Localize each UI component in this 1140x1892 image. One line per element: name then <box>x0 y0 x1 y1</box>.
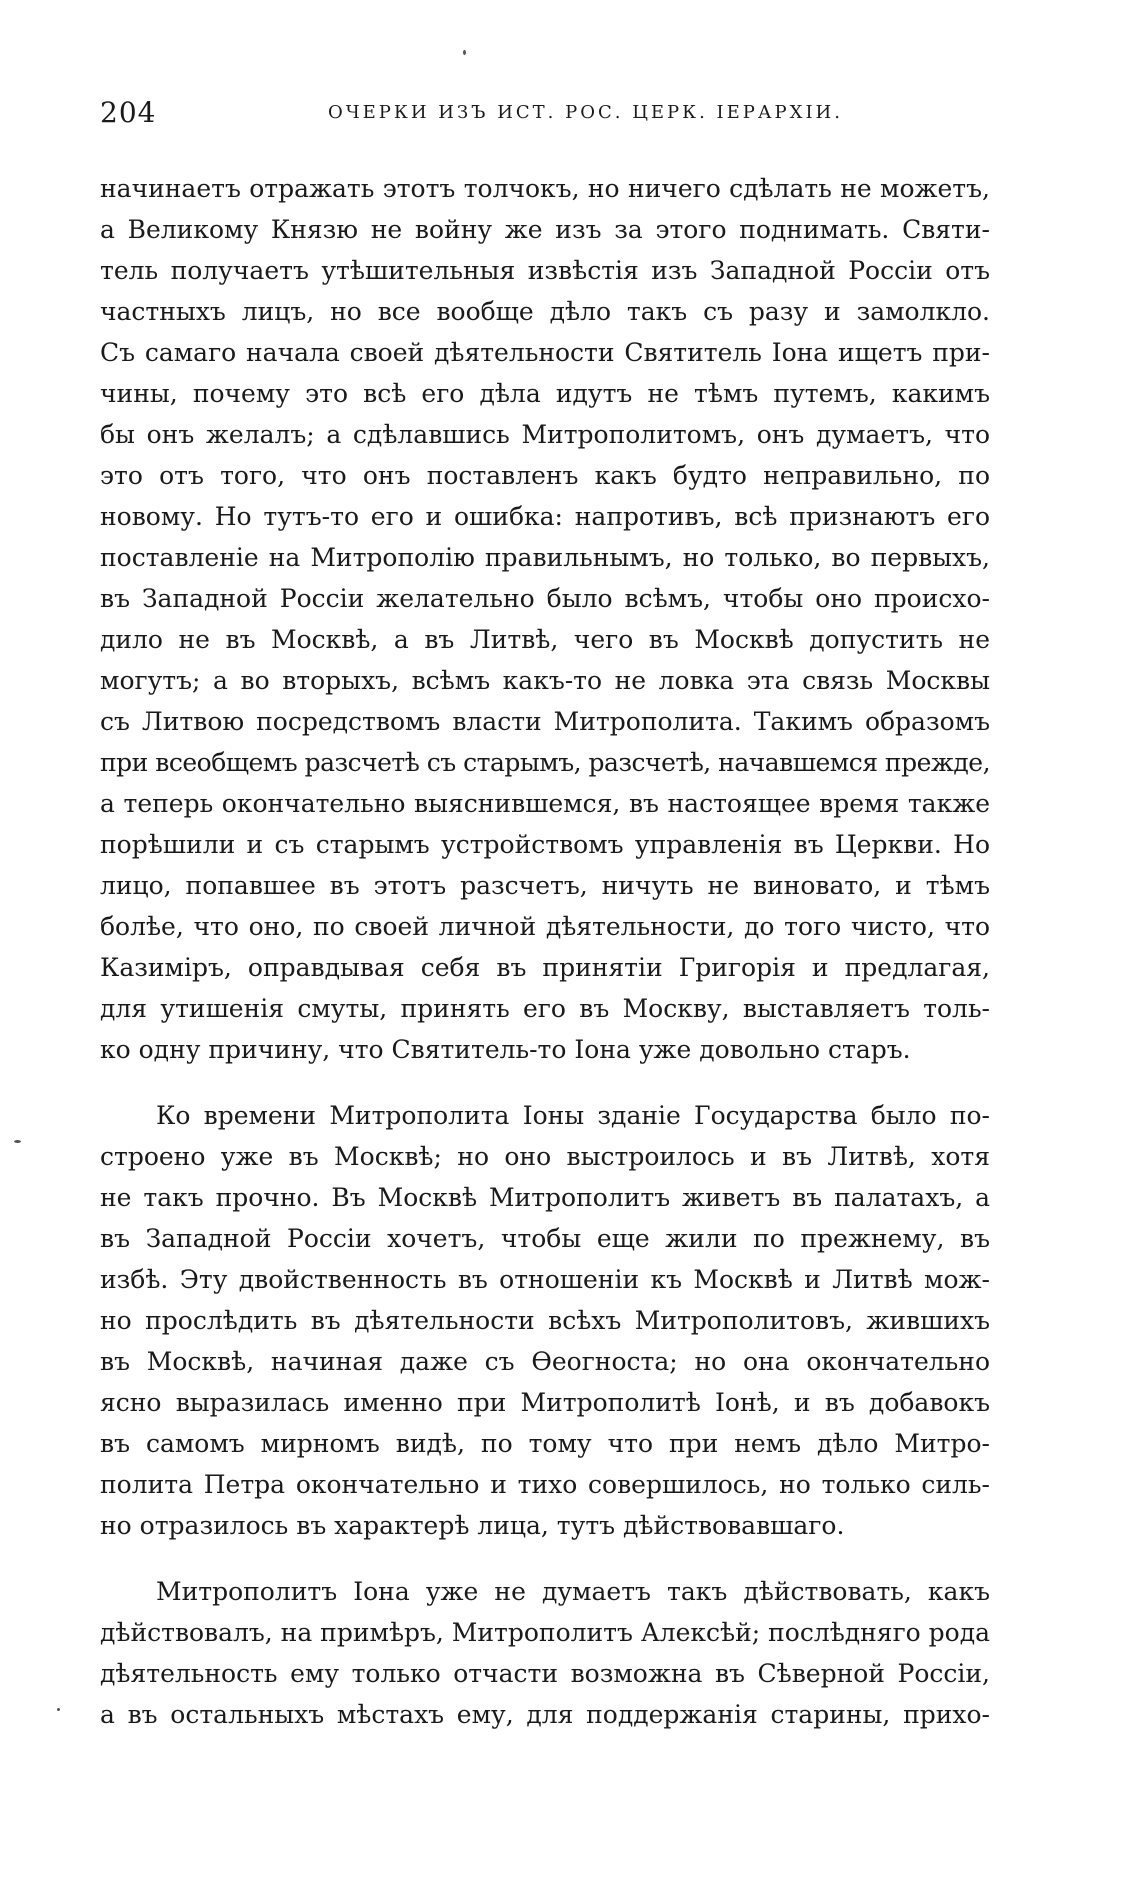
text-line: полита Петра окончательно и тихо совершилось, но только силь- <box>100 1470 990 1499</box>
scan-speck <box>14 1140 21 1143</box>
text-line: болѣе, что оно, по своей личной дѣятельности, до того чисто, что <box>100 912 990 941</box>
text-line: частныхъ лицъ, но все вообще дѣло такъ съ разу и замолкло. <box>100 297 990 326</box>
text-line: въ Западной Россіи хочетъ, чтобы еще жили по прежнему, въ <box>100 1224 990 1253</box>
text-line: но прослѣдить въ дѣятельности всѣхъ Митрополитовъ, жившихъ <box>100 1306 990 1335</box>
text-line: порѣшили и съ старымъ устройствомъ управленія въ Церкви. Но <box>100 830 990 859</box>
text-line: а Великому Князю не войну же изъ за этого поднимать. Святи- <box>100 215 990 244</box>
text-line: не такъ прочно. Въ Москвѣ Митрополитъ живетъ въ палатахъ, а <box>100 1183 990 1212</box>
page-header <box>100 96 990 136</box>
text-line: съ Литвою посредствомъ власти Митрополита. Такимъ образомъ <box>100 707 990 736</box>
text-line: строено уже въ Москвѣ; но оно выстроилось и въ Литвѣ, хотя <box>100 1142 990 1171</box>
text-line: новому. Но тутъ-то его и ошибка: напротивъ, всѣ признаютъ его <box>100 502 990 531</box>
text-line: Ко времени Митрополита Іоны зданіе Государства было по- <box>156 1101 990 1130</box>
text-line: дѣятельность ему только отчасти возможна въ Сѣверной Россіи, <box>100 1659 990 1688</box>
scan-speck <box>57 1708 60 1711</box>
text-line: Митрополитъ Іона уже не думаетъ такъ дѣйствовать, какъ <box>156 1577 990 1606</box>
text-line: Съ самаго начала своей дѣятельности Святитель Іона ищетъ при- <box>100 338 990 367</box>
text-line: могутъ; а во вторыхъ, всѣмъ какъ-то не ловка эта связь Москвы <box>100 666 990 695</box>
text-line: начинаетъ отражать этотъ толчокъ, но ничего сдѣлать не можетъ, <box>100 174 990 203</box>
text-line: дѣйствовалъ, на примѣръ, Митрополитъ Алексѣй; послѣдняго рода <box>100 1618 990 1647</box>
text-line: Казиміръ, оправдывая себя въ принятіи Григорія и предлагая, <box>100 953 990 982</box>
text-line: а въ остальныхъ мѣстахъ ему, для поддержанія старины, прихо- <box>100 1700 990 1729</box>
paragraph-gap <box>100 1070 990 1095</box>
text-line: лицо, попавшее въ этотъ разсчетъ, ничуть не виновато, и тѣмъ <box>100 871 990 900</box>
text-line: но отразилось въ характерѣ лица, тутъ дѣйствовавшаго. <box>100 1511 845 1540</box>
text-line: поставленіе на Митрополію правильнымъ, но только, во первыхъ, <box>100 543 990 572</box>
text-line: въ Москвѣ, начиная даже съ Ѳеогноста; но она окончательно <box>100 1347 990 1376</box>
paragraph-3 <box>100 1571 990 1735</box>
text-line: ко одну причину, что Святитель-то Іона уже довольно старъ. <box>100 1035 911 1064</box>
running-head: ОЧЕРКИ ИЗЪ ИСТ. РОС. ЦЕРК. ІЕРАРХІИ. <box>328 102 843 123</box>
text-line: ясно выразилась именно при Митрополитѣ Іонѣ, и въ добавокъ <box>100 1388 990 1417</box>
text-line: при всеобщемъ разсчетѣ съ старымъ, разсчетѣ, начавшемся прежде, <box>100 748 991 777</box>
text-line: въ Западной Россіи желательно было всѣмъ, чтобы оно происхо- <box>100 584 990 613</box>
paragraph-gap <box>100 1546 990 1571</box>
paragraph-2 <box>100 1095 990 1546</box>
text-line: это отъ того, что онъ поставленъ какъ будто неправильно, по <box>100 461 990 490</box>
text-line: въ самомъ мирномъ видѣ, по тому что при немъ дѣло Митро- <box>100 1429 990 1458</box>
text-line: бы онъ желалъ; а сдѣлавшись Митрополитомъ, онъ думаетъ, что <box>100 420 990 449</box>
body-text <box>100 168 990 1735</box>
text-line: для утишенія смуты, принять его въ Москву, выставляетъ толь- <box>100 994 990 1023</box>
page-number: 204 <box>100 96 157 129</box>
text-line: избѣ. Эту двойственность въ отношеніи къ Москвѣ и Литвѣ мож- <box>100 1265 990 1294</box>
text-line: дило не въ Москвѣ, а въ Литвѣ, чего въ Москвѣ допустить не <box>100 625 990 654</box>
text-line: а теперь окончательно выяснившемся, въ настоящее время также <box>100 789 990 818</box>
scan-speck <box>463 50 466 55</box>
paragraph-1 <box>100 168 990 1070</box>
text-line: тель получаетъ утѣшительныя извѣстія изъ Западной Россіи отъ <box>100 256 990 285</box>
text-line: чины, почему это всѣ его дѣла идутъ не тѣмъ путемъ, какимъ <box>100 379 990 408</box>
